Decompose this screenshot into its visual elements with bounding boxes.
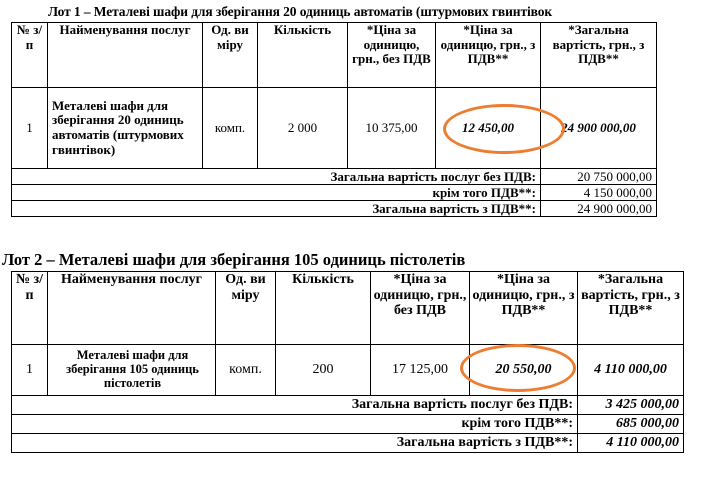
summary-value: 20 750 000,00 [541, 169, 657, 185]
row-name: Металеві шафи для зберігання 105 одиниць пістолетів [48, 345, 216, 396]
summary-label: Загальна вартість з ПДВ**: [12, 434, 578, 453]
summary-value: 685 000,00 [578, 415, 684, 434]
summary-row [12, 201, 657, 217]
row-unit: комп. [216, 345, 276, 396]
summary-label: крім того ПДВ**: [12, 415, 578, 434]
table-row [12, 88, 657, 169]
summary-row [12, 185, 657, 201]
summary-row [12, 415, 684, 434]
header-total: *Загальна вартість, грн., з ПДВ** [541, 23, 657, 88]
header-num: № з/п [12, 272, 48, 345]
lot1-header-row [12, 23, 657, 88]
row-total: 4 110 000,00 [578, 345, 684, 396]
lot2-header-row [12, 272, 684, 345]
header-qty: Кількість [258, 23, 348, 88]
lot1-table [11, 22, 657, 217]
summary-label: Загальна вартість послуг без ПДВ: [12, 396, 578, 415]
row-qty: 2 000 [258, 88, 348, 169]
lot2-title: Лот 2 – Металеві шафи для зберігання 105 одиниць пістолетів [2, 250, 466, 269]
summary-value: 24 900 000,00 [541, 201, 657, 217]
row-price-vat: 20 550,00 [470, 345, 578, 396]
summary-label: Загальна вартість з ПДВ**: [12, 201, 541, 217]
summary-label: Загальна вартість послуг без ПДВ: [12, 169, 541, 185]
summary-row [12, 396, 684, 415]
summary-label: крім того ПДВ**: [12, 185, 541, 201]
summary-row [12, 169, 657, 185]
header-unit: Од. ви міру [216, 272, 276, 345]
header-qty: Кількість [276, 272, 371, 345]
header-name: Найменування послуг [48, 272, 216, 345]
row-price-no-vat: 17 125,00 [371, 345, 470, 396]
summary-value: 3 425 000,00 [578, 396, 684, 415]
row-num: 1 [12, 88, 48, 169]
row-num: 1 [12, 345, 48, 396]
header-unit: Од. ви міру [203, 23, 258, 88]
row-price-no-vat: 10 375,00 [348, 88, 436, 169]
header-name: Найменування послуг [48, 23, 203, 88]
header-price-no-vat: *Ціна за одиницю, грн., без ПДВ [348, 23, 436, 88]
header-num: № з/п [12, 23, 48, 88]
row-price-vat: 12 450,00 [436, 88, 541, 169]
header-price-no-vat: *Ціна за одиницю, грн., без ПДВ [371, 272, 470, 345]
row-name: Металеві шафи для зберігання 20 одиниць автоматів (штурмових гвинтівок) [48, 88, 203, 169]
table-row [12, 345, 684, 396]
row-qty: 200 [276, 345, 371, 396]
lot2-table [11, 271, 684, 453]
header-price-vat: *Ціна за одиницю, грн., з ПДВ** [470, 272, 578, 345]
summary-row [12, 434, 684, 453]
lot1-title: Лот 1 – Металеві шафи для зберігання 20 одиниць автоматів (штурмових гвинтівок [48, 4, 553, 19]
header-total: *Загальна вартість, грн., з ПДВ** [578, 272, 684, 345]
row-unit: комп. [203, 88, 258, 169]
summary-value: 4 150 000,00 [541, 185, 657, 201]
row-total: 24 900 000,00 [541, 88, 657, 169]
header-price-vat: *Ціна за одиницю, грн., з ПДВ** [436, 23, 541, 88]
summary-value: 4 110 000,00 [578, 434, 684, 453]
